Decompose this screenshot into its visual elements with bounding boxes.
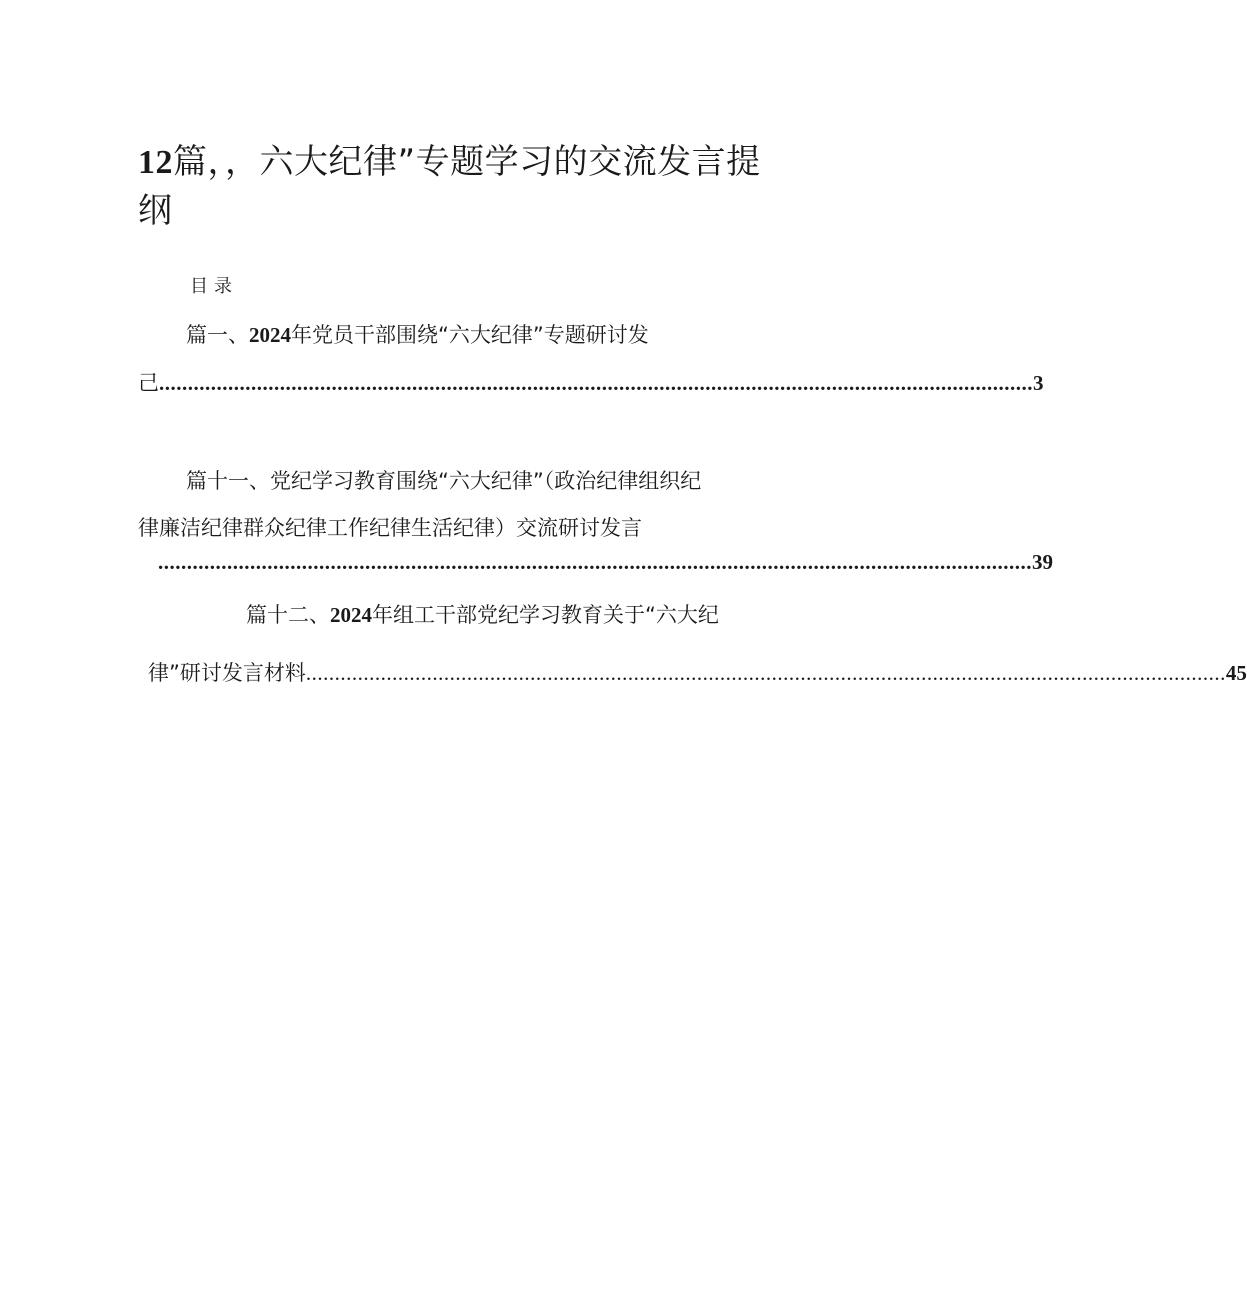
toc-entry-1-line-2[interactable]	[138, 368, 1044, 398]
toc-entry-1-prefix: 篇一、	[186, 323, 249, 347]
title-text-1: 篇，，六大纪律”专题学习的交流发言提	[173, 142, 761, 182]
title-line-2: 纲	[138, 191, 173, 231]
toc-entry-2-text-2: 律廉洁纪律群众纪律工作纪律生活纪律）交流研讨发言	[138, 516, 642, 540]
toc-entry-2-line-3[interactable]	[158, 547, 1053, 577]
toc-entry-2-leader: ........................................................................................................................................................	[158, 550, 1032, 574]
toc-entry-3-text: 年组工干部党纪学习教育关于“六大纪	[372, 603, 719, 627]
toc-entry-3-line-2[interactable]	[148, 658, 1247, 688]
toc-entry-2-text-1: 篇十一、党纪学习教育围绕“六大纪律”（政治纪律组织纪	[186, 469, 702, 493]
toc-entry-1-text: 年党员干部围绕“六大纪律”专题研讨发	[291, 323, 649, 347]
toc-entry-3-text-2: 律”研讨发言材料	[148, 661, 306, 685]
toc-entry-1-text-2: 己	[138, 371, 159, 395]
toc-entry-3-leader: ................................................................................................................................................................	[305, 661, 1226, 685]
toc-entry-3-line-1[interactable]	[246, 600, 719, 630]
toc-entry-3-page: 45	[1225, 661, 1247, 685]
toc-entry-2-line-1[interactable]	[186, 466, 701, 496]
title-number: 12	[138, 144, 173, 181]
title-line-1	[138, 138, 778, 187]
toc-entry-1-page: 3	[1033, 371, 1044, 395]
toc-entry-2-page: 39	[1032, 550, 1053, 574]
toc-entry-1-line-1[interactable]	[186, 320, 649, 350]
document-title	[138, 138, 778, 235]
toc-entry-3-year: 2024	[330, 603, 372, 627]
toc-entry-1-leader: ........................................................................................................................................................	[159, 371, 1033, 395]
toc-heading: 目录	[190, 276, 238, 297]
toc-entry-2-line-2[interactable]	[138, 513, 642, 543]
toc-entry-1-year: 2024	[249, 323, 291, 347]
toc-entry-3-prefix: 篇十二、	[246, 603, 330, 627]
